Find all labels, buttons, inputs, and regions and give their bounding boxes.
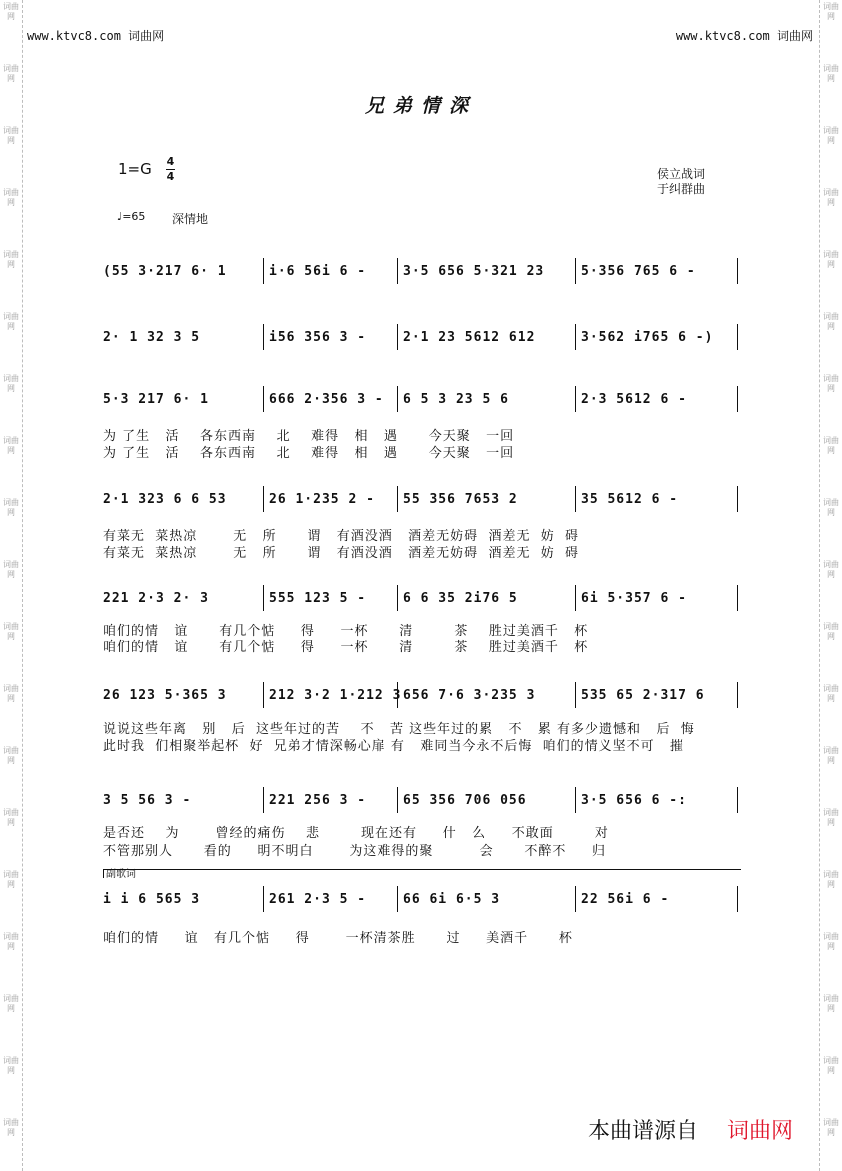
side-watermark-mark: 词曲网 — [823, 312, 839, 331]
barline — [397, 258, 398, 284]
barline — [575, 886, 576, 912]
side-watermark-mark: 词曲网 — [3, 312, 19, 331]
score-measure: 5·356 765 6 - — [581, 264, 696, 279]
side-watermark-mark: 词曲网 — [3, 746, 19, 765]
score-measure: 35 5612 6 - — [581, 492, 679, 507]
barline — [263, 787, 264, 813]
barline — [397, 886, 398, 912]
score-measure: 3·5 656 5·321 23 — [403, 264, 545, 279]
barline — [263, 258, 264, 284]
score-measure: 26 123 5·365 3 — [103, 688, 227, 703]
score-row — [103, 682, 739, 708]
side-watermark-mark: 词曲网 — [3, 436, 19, 455]
barline — [737, 258, 738, 284]
score-measure: 656 7·6 3·235 3 — [403, 688, 536, 703]
barline — [397, 585, 398, 611]
meter-top: 4 — [166, 155, 175, 168]
time-signature — [166, 156, 175, 183]
score-measure: 2· 1 32 3 5 — [103, 330, 201, 345]
side-watermark-mark: 词曲网 — [3, 126, 19, 145]
barline — [263, 682, 264, 708]
barline — [263, 386, 264, 412]
score-measure: 2·1 323 6 6 53 — [103, 492, 227, 507]
lyric-line: 为 了生 活 各东西南 北 难得 相 遇 今天聚 一回 — [103, 446, 515, 461]
barline — [397, 386, 398, 412]
barline — [737, 787, 738, 813]
barline — [575, 486, 576, 512]
side-watermark-mark: 词曲网 — [823, 374, 839, 393]
barline — [263, 324, 264, 350]
barline — [575, 324, 576, 350]
score-measure: 65 356 706 056 — [403, 793, 527, 808]
side-watermark-mark: 词曲网 — [823, 870, 839, 889]
lyric-line: 说说这些年离 别 后 这些年过的苦 不 苦 这些年过的累 不 累 有多少遗憾和 后 悔 — [103, 722, 695, 737]
score-row — [103, 324, 739, 350]
score-measure: 66 6i 6·5 3 — [403, 892, 501, 907]
barline — [263, 486, 264, 512]
barline — [737, 324, 738, 350]
score-row — [103, 258, 739, 284]
score-row — [103, 386, 739, 412]
side-watermark-mark: 词曲网 — [3, 994, 19, 1013]
lyric-line: 是否还 为 曾经的痛伤 悲 现在还有 什 么 不敢面 对 — [103, 826, 609, 841]
score-measure: 2·1 23 5612 612 — [403, 330, 536, 345]
side-watermark-mark: 词曲网 — [823, 994, 839, 1013]
side-watermark-mark: 词曲网 — [823, 498, 839, 517]
barline — [575, 386, 576, 412]
score-measure: 6 5 3 23 5 6 — [403, 392, 509, 407]
side-watermark-mark: 词曲网 — [823, 1056, 839, 1075]
side-watermark-mark: 词曲网 — [823, 622, 839, 641]
barline — [397, 324, 398, 350]
barline — [575, 787, 576, 813]
score-row — [103, 886, 739, 912]
lyric-line: 此时我 们相聚举起杯 好 兄弟才情深畅心扉 有 难同当今永不后悔 咱们的情义坚不可 摧 — [103, 739, 684, 754]
side-watermark-mark: 词曲网 — [823, 560, 839, 579]
side-watermark-mark: 词曲网 — [3, 932, 19, 951]
side-watermark-mark: 词曲网 — [823, 64, 839, 83]
score-row — [103, 486, 739, 512]
barline — [737, 585, 738, 611]
side-watermark-mark: 词曲网 — [823, 436, 839, 455]
score-measure: 6 6 35 2i76 5 — [403, 591, 518, 606]
side-watermark-mark: 词曲网 — [3, 1056, 19, 1075]
barline — [575, 585, 576, 611]
barline — [263, 886, 264, 912]
barline — [397, 787, 398, 813]
score-measure: 261 2·3 5 - — [269, 892, 367, 907]
barline — [737, 386, 738, 412]
score-measure: (55 3·217 6· 1 — [103, 264, 227, 279]
side-watermark-mark: 词曲网 — [3, 870, 19, 889]
barline — [263, 585, 264, 611]
score-measure: 5·3 217 6· 1 — [103, 392, 209, 407]
lyric-line: 为 了生 活 各东西南 北 难得 相 遇 今天聚 一回 — [103, 429, 515, 444]
score-measure: 535 65 2·317 6 — [581, 688, 705, 703]
refrain-label: 副歌词 — [103, 869, 741, 878]
side-watermark-mark: 词曲网 — [3, 2, 19, 21]
score-measure: 6i 5·357 6 - — [581, 591, 687, 606]
side-watermark-mark: 词曲网 — [3, 622, 19, 641]
side-watermark-mark: 词曲网 — [3, 374, 19, 393]
score-measure: 3·5 656 6 -: — [581, 793, 687, 808]
side-watermark-mark: 词曲网 — [823, 808, 839, 827]
score-measure: 555 123 5 - — [269, 591, 367, 606]
side-watermark-mark: 词曲网 — [823, 746, 839, 765]
site-url-right[interactable]: www.ktvc8.com 词曲网 — [675, 29, 813, 43]
side-watermark-mark: 词曲网 — [823, 932, 839, 951]
side-watermark-mark: 词曲网 — [3, 1118, 19, 1137]
side-watermark-mark: 词曲网 — [3, 498, 19, 517]
lyric-line: 咱们的情 谊 有几个惦 得 一杯 清 茶 胜过美酒千 杯 — [103, 624, 589, 639]
barline — [575, 682, 576, 708]
barline — [737, 886, 738, 912]
barline — [397, 682, 398, 708]
side-watermark-mark: 词曲网 — [3, 250, 19, 269]
side-watermark-mark: 词曲网 — [823, 2, 839, 21]
side-watermark-mark: 词曲网 — [823, 1118, 839, 1137]
expression-marking: 深情地 — [172, 212, 209, 226]
score-measure: 666 2·356 3 - — [269, 392, 384, 407]
side-watermark-mark: 词曲网 — [3, 684, 19, 703]
score-measure: 3·562 i765 6 -) — [581, 330, 714, 345]
score-row — [103, 787, 739, 813]
lyricist-credit: 侯立战词 — [657, 167, 706, 181]
score-measure: 3 5 56 3 - — [103, 793, 192, 808]
site-url-left[interactable]: www.ktvc8.com 词曲网 — [27, 29, 165, 43]
footer-source-text: 本曲谱源自 — [588, 1119, 699, 1144]
score-measure: 221 2·3 2· 3 — [103, 591, 209, 606]
side-watermark-mark: 词曲网 — [823, 250, 839, 269]
side-watermark-mark: 词曲网 — [3, 808, 19, 827]
key-signature: 1=G — [118, 160, 152, 178]
lyric-line: 不管那别人 看的 明不明白 为这难得的聚 会 不醉不 归 — [103, 844, 607, 859]
right-watermark-strip — [819, 0, 842, 1171]
score-measure: 26 1·235 2 - — [269, 492, 375, 507]
score-measure: 55 356 7653 2 — [403, 492, 518, 507]
lyric-line: 咱们的情 谊 有几个惦 得 一杯 清 茶 胜过美酒千 杯 — [103, 640, 589, 655]
score-measure: 221 256 3 - — [269, 793, 367, 808]
song-title: 兄弟情深 — [364, 95, 477, 117]
footer-brand-link[interactable]: 词曲网 — [727, 1119, 794, 1144]
barline — [737, 486, 738, 512]
tempo-marking: ♩=65 — [117, 210, 146, 223]
lyric-line: 咱们的情 谊 有几个惦 得 一杯清茶胜 过 美酒千 杯 — [103, 931, 573, 946]
score-measure: i56 356 3 - — [269, 330, 367, 345]
side-watermark-mark: 词曲网 — [3, 560, 19, 579]
score-measure: 22 56i 6 - — [581, 892, 670, 907]
lyric-line: 有菜无 菜热凉 无 所 谓 有酒没酒 酒差无妨碍 酒差无 妨 碍 — [103, 546, 579, 561]
side-watermark-mark: 词曲网 — [823, 188, 839, 207]
side-watermark-mark: 词曲网 — [3, 64, 19, 83]
side-watermark-mark: 词曲网 — [823, 684, 839, 703]
score-measure: 212 3·2 1·212 3 — [269, 688, 402, 703]
score-measure: 2·3 5612 6 - — [581, 392, 687, 407]
left-watermark-strip — [0, 0, 23, 1171]
meter-bottom: 4 — [166, 170, 175, 183]
side-watermark-mark: 词曲网 — [823, 126, 839, 145]
score-measure: i i 6 565 3 — [103, 892, 201, 907]
score-measure: i·6 56i 6 - — [269, 264, 367, 279]
score-row — [103, 585, 739, 611]
barline — [397, 486, 398, 512]
barline — [737, 682, 738, 708]
side-watermark-mark: 词曲网 — [3, 188, 19, 207]
lyric-line: 有菜无 菜热凉 无 所 谓 有酒没酒 酒差无妨碍 酒差无 妨 碍 — [103, 529, 579, 544]
composer-credit: 于纠群曲 — [657, 182, 706, 196]
barline — [575, 258, 576, 284]
